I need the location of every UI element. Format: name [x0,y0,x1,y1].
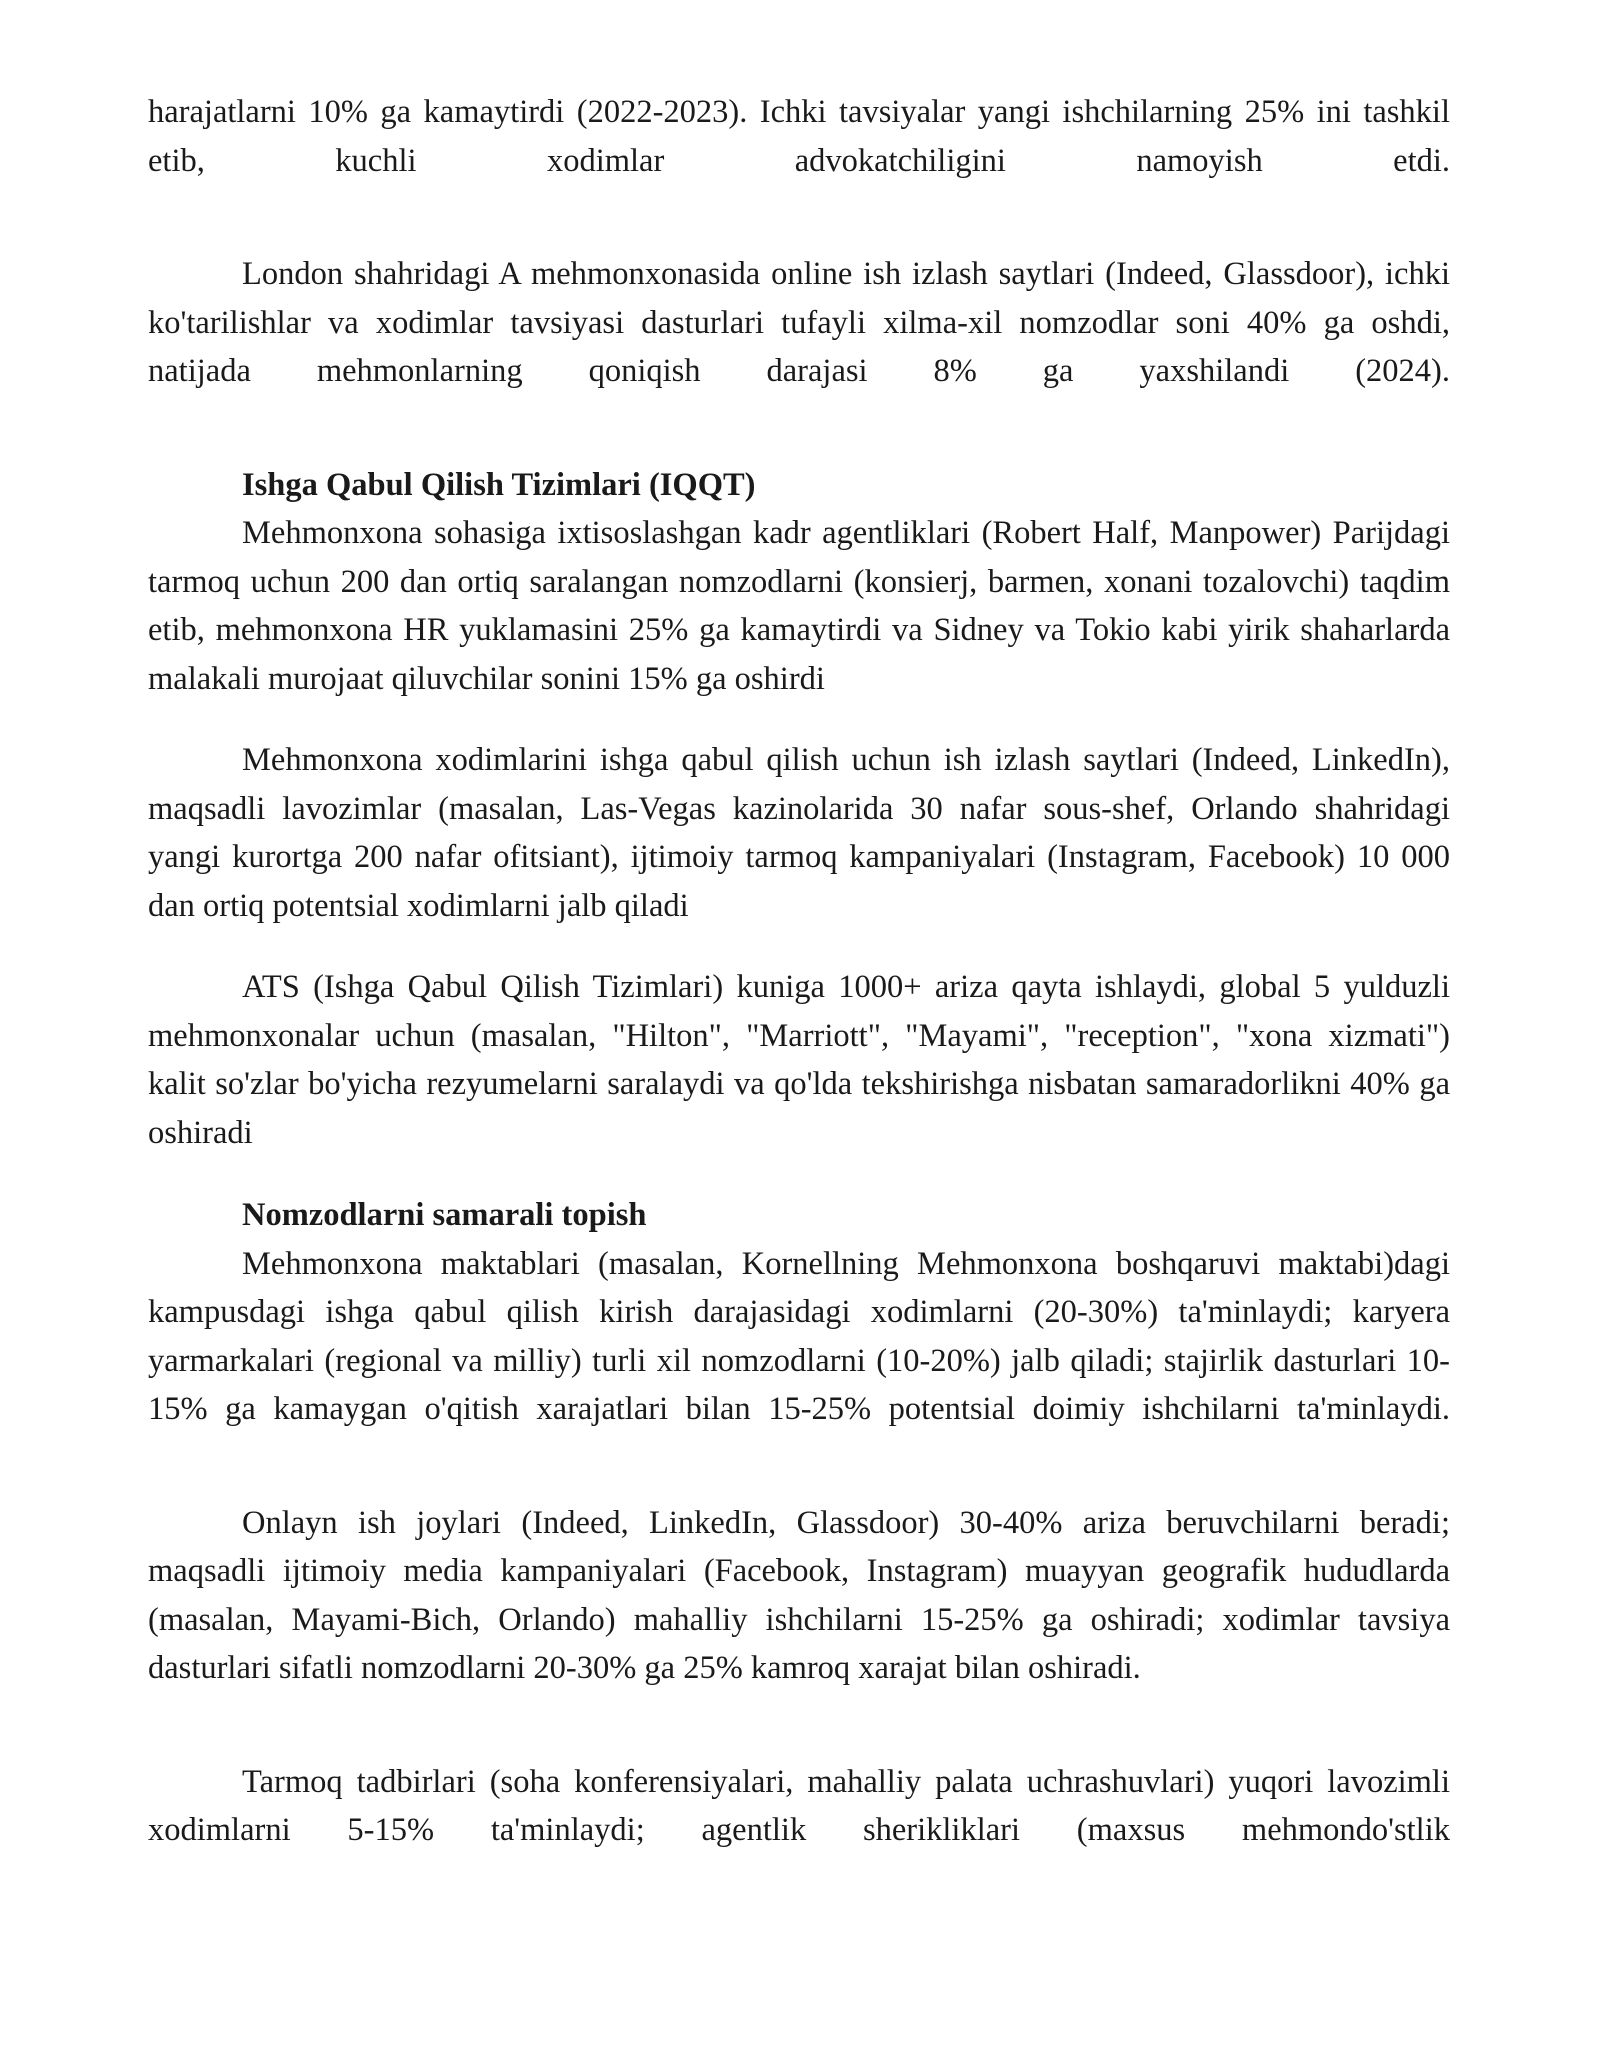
document-page [148,88,1450,1855]
paragraph-london-hotel: London shahridagi A mehmonxonasida online ish izlash saytlari (Indeed, Glassdoor), ichki ko'tarilishlar va xodimlar tavsiyasi dasturlari tufayli xilma-xil nomzodlar soni 40% ga oshdi, natijada mehmonlarning qoniqish darajasi 8% ga yaxshilandi (2024). [148,256,1450,389]
paragraph-job-sites: Mehmonxona xodimlarini ishga qabul qilish uchun ish izlash saytlari (Indeed, LinkedIn), maqsadli lavozimlar (masalan, Las-Vegas kazinolarida 30 nafar sous-shef, Orlando shahridagi yangi kurortga 200 nafar ofitsiant), ijtimoiy tarmoq kampaniyalari (Instagram, Facebook) 10 000 dan ortiq potentsial xodimlarni jalb qiladi [148,742,1450,924]
paragraph-staffing-agencies: Mehmonxona sohasiga ixtisoslashgan kadr agentliklari (Robert Half, Manpower) Parijdagi tarmoq uchun 200 dan ortiq saralangan nomzodlarni (konsierj, barmen, xonani tozalovchi) taqdim etib, mehmonxona HR yuklamasini 25% ga kamaytirdi va Sidney va Tokio kabi yirik shaharlarda malakali murojaat qiluvchilar sonini 15% ga oshirdi [148,515,1450,697]
section-heading-iqqt: Ishga Qabul Qilish Tizimlari (IQQT) [242,466,756,503]
section-heading-sourcing: Nomzodlarni samarali topish [242,1197,647,1233]
paragraph-hospitality-schools: Mehmonxona maktablari (masalan, Kornellning Mehmonxona boshqaruvi maktabi)dagi kampusdagi ishga qabul qilish kirish darajasidagi xodimlarni (20-30%) ta'minlaydi; karyera yarmarkalari (regional va milliy) turli xil nomzodlarni (10-20%) jalb qiladi; stajirlik dasturlari 10-15% ga kamaygan o'qitish xarajatlari bilan 15-25% potentsial doimiy ishchilarni ta'minlaydi. [148,1245,1450,1427]
paragraph-ats: ATS (Ishga Qabul Qilish Tizimlari) kuniga 1000+ ariza qayta ishlaydi, global 5 yulduzli mehmonxonalar uchun (masalan, "Hilton", "Marriott", "Mayami", "reception", "xona xizmati") kalit so'zlar bo'yicha rezyumelarni saralaydi va qo'lda tekshirishga nisbatan samaradorlikni 40% ga oshiradi [148,969,1450,1151]
paragraph-networking-events: Tarmoq tadbirlari (soha konferensiyalari, mahalliy palata uchrashuvlari) yuqori lavozimli xodimlarni 5-15% ta'minlaydi; agentlik sherikliklari (maxsus mehmondo'stlik [148,1763,1450,1848]
paragraph-staff-referrals: harajatlarni 10% ga kamaytirdi (2022-2023). Ichki tavsiyalar yangi ishchilarning 25% ini tashkil etib, kuchli xodimlar advokatchiligini namoyish etdi. [148,94,1450,179]
paragraph-online-job-boards: Onlayn ish joylari (Indeed, LinkedIn, Glassdoor) 30-40% ariza beruvchilarni beradi; maqsadli ijtimoiy media kampaniyalari (Facebook, Instagram) muayyan geografik hududlarda (masalan, Mayami-Bich, Orlando) mahalliy ishchilarni 15-25% ga oshiradi; xodimlar tavsiya dasturlari sifatli nomzodlarni 20-30% ga 25% kamroq xarajat bilan oshiradi. [148,1504,1450,1686]
